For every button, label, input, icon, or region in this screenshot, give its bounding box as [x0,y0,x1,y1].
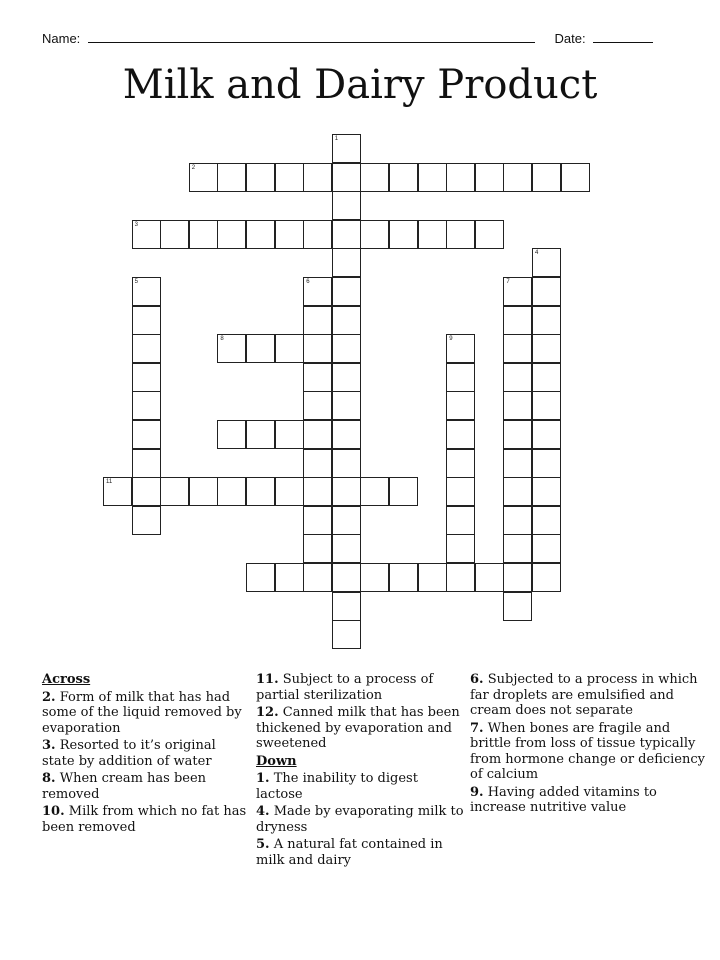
grid-cell[interactable] [446,391,475,420]
grid-cell[interactable] [132,363,161,392]
grid-cell[interactable] [332,306,361,335]
grid-cell[interactable] [389,163,418,192]
clue-down-4: 4. Made by evaporating milk to dryness [256,804,464,835]
grid-cell[interactable] [332,163,361,192]
grid-cell[interactable] [561,163,590,192]
clues-column-2 [256,672,464,870]
grid-cell[interactable] [503,534,532,563]
grid-cell[interactable] [332,391,361,420]
grid-cell[interactable] [303,534,332,563]
grid-cell[interactable] [446,506,475,535]
grid-cell[interactable] [532,449,561,478]
grid-cell[interactable] [132,391,161,420]
clue-down-7: 7. When bones are fragile and brittle from loss of tissue typically from hormone change or deficiency of calcium [470,720,705,782]
grid-cell[interactable] [332,620,361,649]
grid-cell[interactable] [332,191,361,220]
grid-cell[interactable] [246,334,275,363]
grid-cell[interactable] [275,420,304,449]
grid-cell[interactable] [303,277,332,306]
grid-cell[interactable] [332,277,361,306]
grid-cell[interactable] [132,420,161,449]
grid-cell[interactable] [217,163,246,192]
grid-cell[interactable] [332,363,361,392]
clue-down-9: 9. Having added vitamins to increase nutritive value [470,784,657,815]
grid-cell[interactable] [475,563,504,592]
clue-across-3: 3. Resorted to it’s original state by addition of water [42,738,216,769]
grid-cell[interactable] [246,477,275,506]
clue-across-10: 10. Milk from which no fat has been removed [42,804,247,835]
grid-cell[interactable] [446,449,475,478]
grid-cell[interactable] [303,334,332,363]
down-heading: Down [256,753,297,769]
grid-cell[interactable] [132,334,161,363]
grid-cell[interactable] [532,248,561,277]
grid-cell[interactable] [446,534,475,563]
grid-cell[interactable] [360,163,389,192]
grid-cell[interactable] [246,220,275,249]
grid-cell[interactable] [503,477,532,506]
grid-cell[interactable] [275,163,304,192]
clue-number: 11 [106,479,113,486]
grid-cell[interactable] [303,391,332,420]
grid-cell[interactable] [303,563,332,592]
grid-cell[interactable] [389,220,418,249]
grid-cell[interactable] [418,163,447,192]
grid-cell[interactable] [503,277,532,306]
grid-cell[interactable] [532,334,561,363]
grid-cell[interactable] [303,449,332,478]
grid-cell[interactable] [475,163,504,192]
grid-cell[interactable] [275,477,304,506]
grid-cell[interactable] [217,334,246,363]
clue-number: 5 [134,279,138,285]
grid-cell[interactable] [160,220,189,249]
grid-cell[interactable] [503,506,532,535]
grid-cell[interactable] [532,163,561,192]
grid-cell[interactable] [389,477,418,506]
grid-cell[interactable] [132,506,161,535]
grid-cell[interactable] [332,563,361,592]
grid-cell[interactable] [275,563,304,592]
grid-cell[interactable] [246,563,275,592]
clue-number: 7 [506,279,510,285]
clue-across-8: 8. When cream has been removed [42,771,207,802]
grid-cell[interactable] [332,449,361,478]
grid-cell[interactable] [332,134,361,163]
grid-cell[interactable] [132,477,161,506]
grid-cell[interactable] [160,477,189,506]
grid-cell[interactable] [532,277,561,306]
grid-cell[interactable] [217,477,246,506]
grid-cell[interactable] [332,477,361,506]
grid-cell[interactable] [532,477,561,506]
grid-cell[interactable] [418,563,447,592]
clue-number: 2 [191,164,196,171]
page-title: Milk and Dairy Product [122,62,598,108]
across-heading: Across [42,672,91,687]
grid-cell[interactable] [246,163,275,192]
clue-number: 8 [220,336,224,343]
clue-number: 9 [449,336,453,343]
grid-cell[interactable] [132,306,161,335]
clue-number: 6 [306,279,310,285]
grid-cell[interactable] [246,420,275,449]
grid-cell[interactable] [275,220,304,249]
grid-cell[interactable] [418,220,447,249]
grid-cell[interactable] [303,306,332,335]
grid-cell[interactable] [532,506,561,535]
grid-cell[interactable] [132,277,161,306]
grid-cell[interactable] [503,449,532,478]
grid-cell[interactable] [217,220,246,249]
grid-cell[interactable] [446,477,475,506]
grid-cell[interactable] [503,363,532,392]
clue-across-11: 11. Subject to a process of partial sterilization [256,672,434,703]
grid-cell[interactable] [332,506,361,535]
grid-cell[interactable] [503,163,532,192]
grid-cell[interactable] [360,220,389,249]
grid-cell[interactable] [446,220,475,249]
grid-cell[interactable] [503,391,532,420]
clue-down-1: 1. The inability to digest lactose [256,771,418,802]
grid-cell[interactable] [303,163,332,192]
grid-cell[interactable] [532,534,561,563]
clues-column-3 [470,672,706,818]
grid-cell[interactable] [275,334,304,363]
grid-cell[interactable] [475,220,504,249]
clue-number: 3 [134,221,138,228]
grid-cell[interactable] [532,391,561,420]
grid-cell[interactable] [189,220,218,249]
clue-across-2: 2. Form of milk that has had some of the liquid removed by evaporation [42,689,242,736]
grid-cell[interactable] [332,248,361,277]
grid-cell[interactable] [332,334,361,363]
date-label: Date: [554,31,586,46]
grid-cell[interactable] [303,477,332,506]
grid-cell[interactable] [303,506,332,535]
grid-cell[interactable] [503,306,532,335]
grid-cell[interactable] [103,477,132,506]
grid-cell[interactable] [217,420,246,449]
grid-cell[interactable] [532,363,561,392]
grid-cell[interactable] [532,420,561,449]
grid-cell[interactable] [446,420,475,449]
grid-cell[interactable] [389,563,418,592]
clue-number: 1 [334,136,339,142]
clue-across-12: 12. Canned milk that has been thickened by evaporation and sweetened [256,705,460,751]
grid-cell[interactable] [132,449,161,478]
grid-cell[interactable] [446,363,475,392]
grid-cell[interactable] [503,592,532,621]
grid-cell[interactable] [303,220,332,249]
clue-number: 4 [535,250,539,257]
grid-cell[interactable] [332,420,361,449]
clue-down-5: 5. A natural fat contained in milk and dairy [256,837,443,868]
grid-cell[interactable] [189,477,218,506]
grid-cell[interactable] [503,420,532,449]
grid-cell[interactable] [132,220,161,249]
grid-cell[interactable] [503,563,532,592]
grid-cell[interactable] [503,334,532,363]
name-label: Name: [42,31,81,46]
grid-cell[interactable] [446,163,475,192]
grid-cell[interactable] [332,220,361,249]
grid-cell[interactable] [332,592,361,621]
grid-cell[interactable] [360,477,389,506]
grid-cell[interactable] [532,306,561,335]
grid-cell[interactable] [532,563,561,592]
grid-cell[interactable] [303,420,332,449]
grid-cell[interactable] [303,363,332,392]
clue-down-6: 6. Subjected to a process in which far droplets are emulsified and cream does not separate [470,672,698,718]
grid-cell[interactable] [446,334,475,363]
grid-cell[interactable] [332,534,361,563]
clues-column-1 [42,672,252,837]
grid-cell[interactable] [446,563,475,592]
grid-cell[interactable] [189,163,218,192]
grid-cell[interactable] [360,563,389,592]
